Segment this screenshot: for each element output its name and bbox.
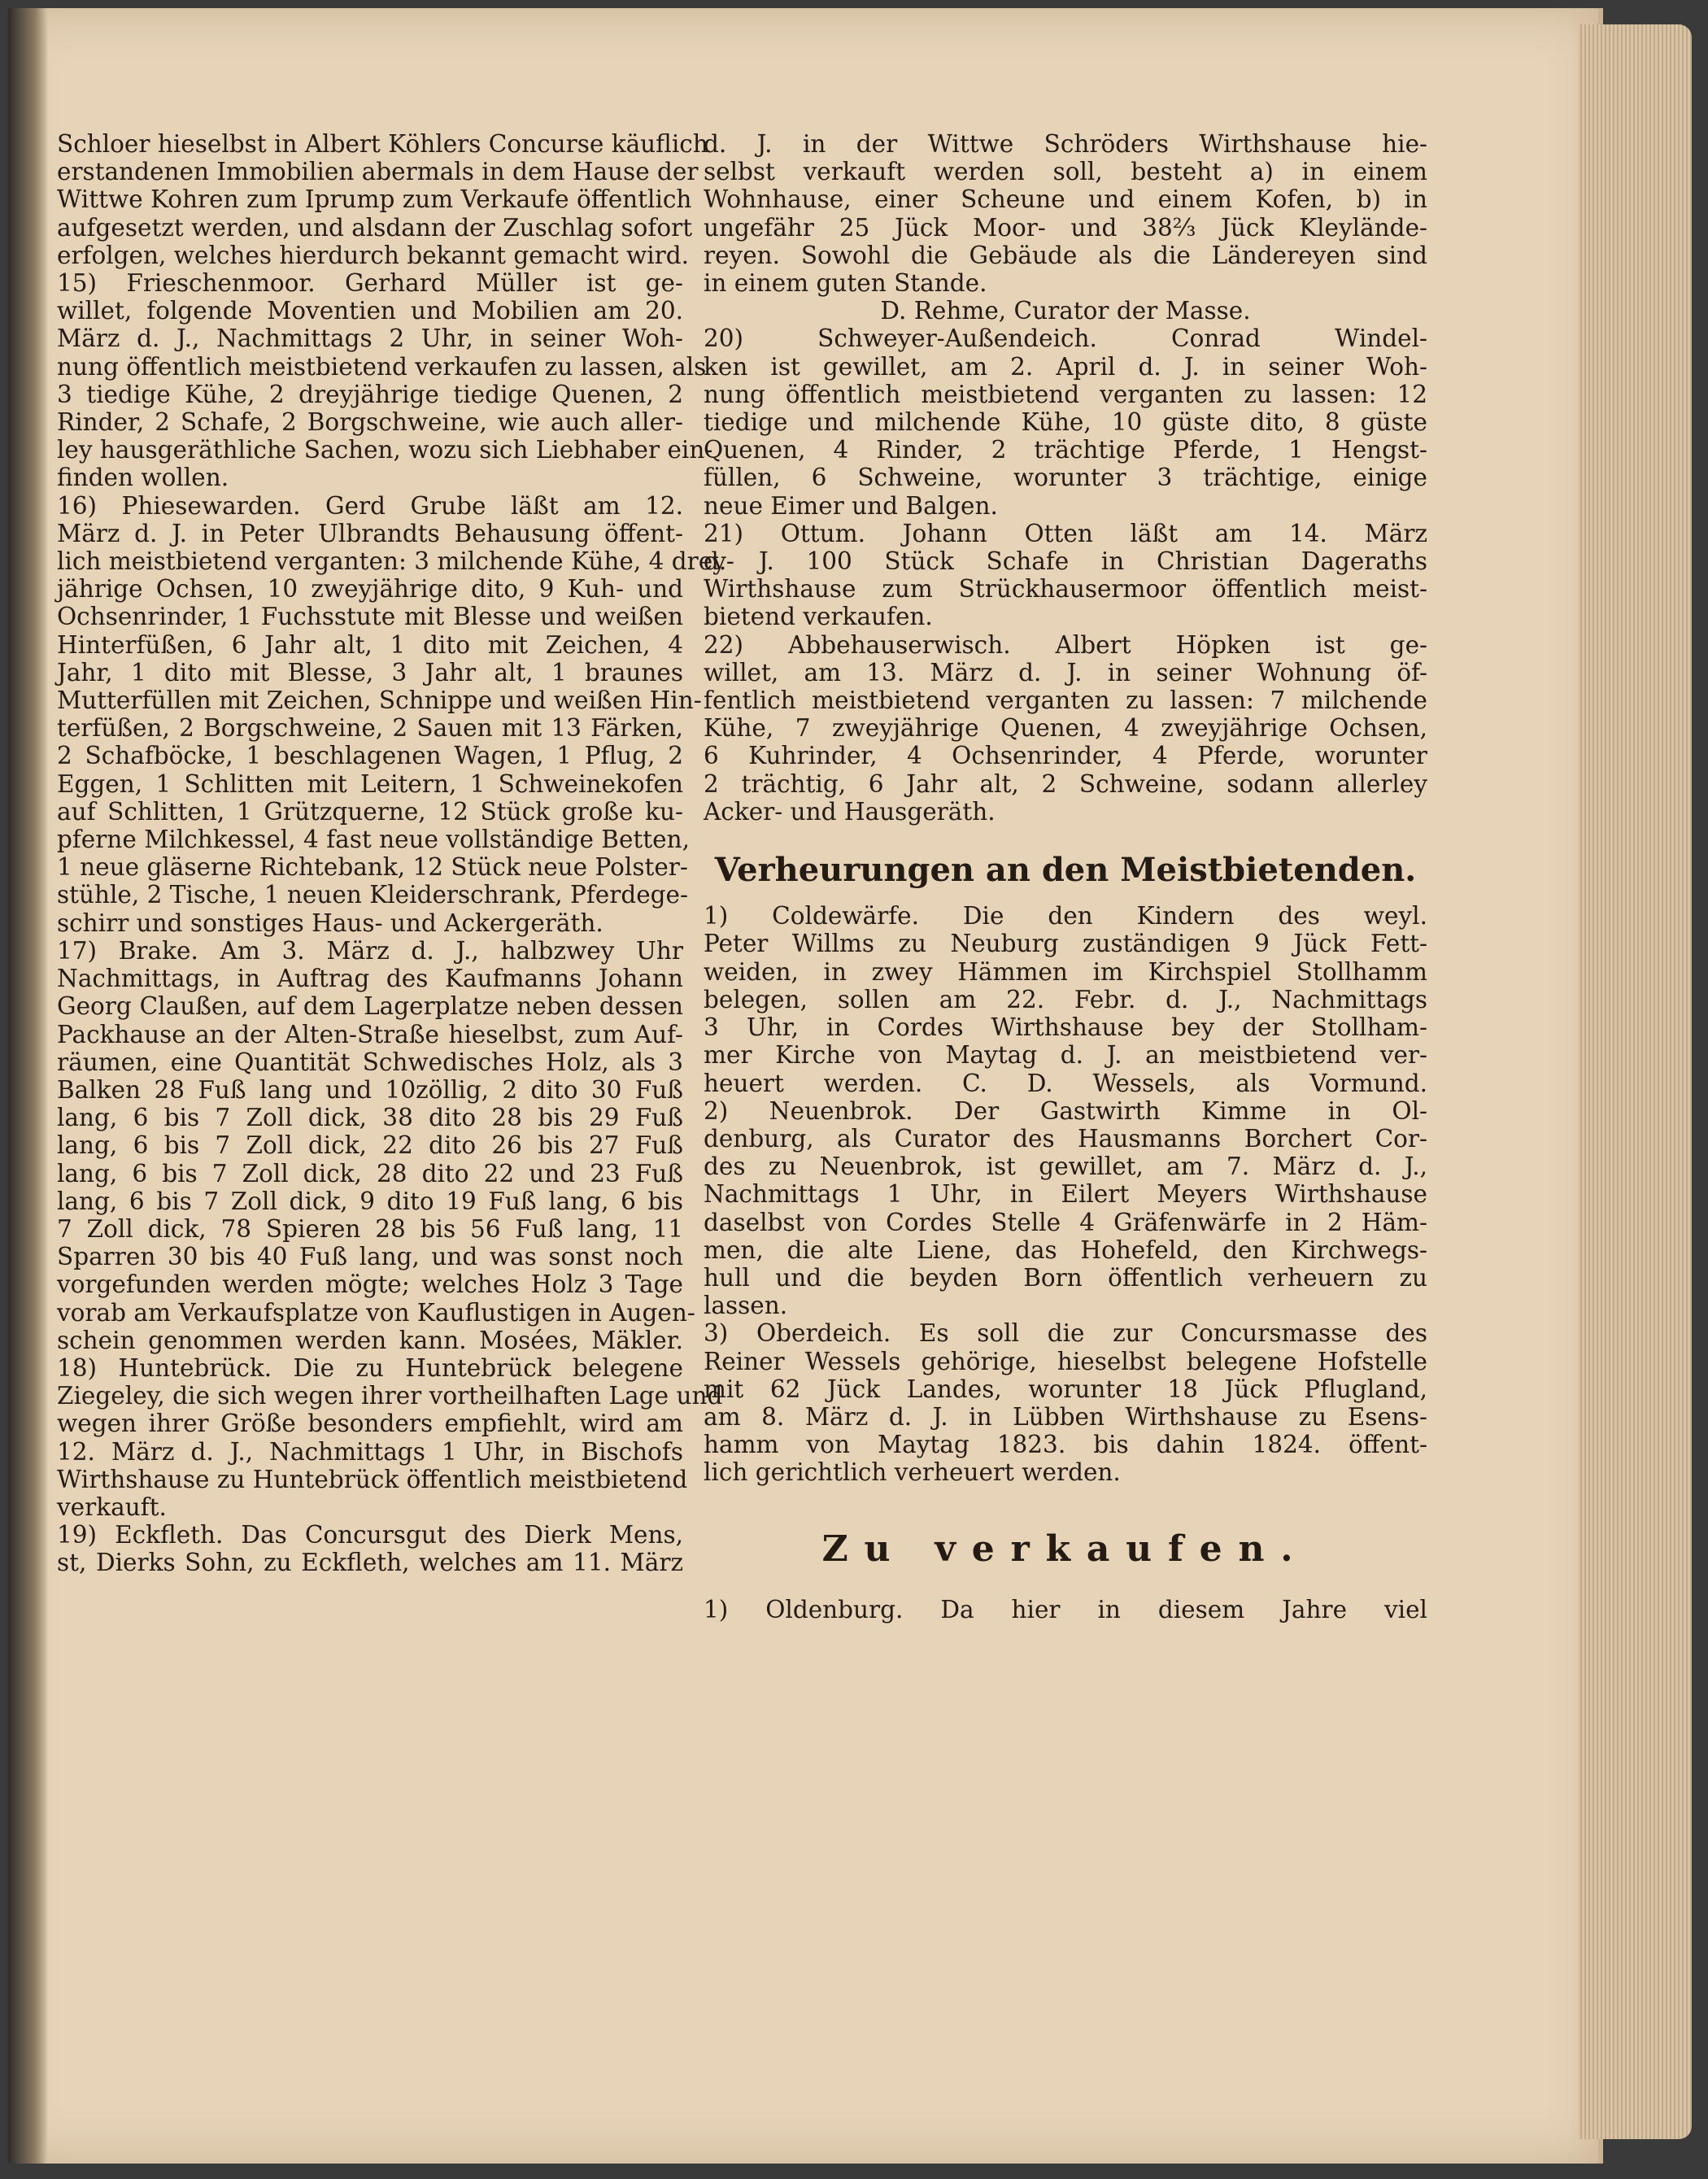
text-line: 15) Frieschenmoor. Gerhard Müller ist ge- [57,269,683,298]
text-line: Georg Claußen, auf dem Lagerplatze neben dessen [57,992,683,1021]
text-line: neue Eimer und Balgen. [704,491,998,520]
text-line: Jahr, 1 dito mit Blesse, 3 Jahr alt, 1 braunes [57,658,683,686]
text-line: hull und die beyden Born öffentlich verheuern zu [704,1263,1427,1292]
text-line: ken ist gewillet, am 2. April d. J. in seiner Woh- [704,352,1427,381]
text-line: wegen ihrer Größe besonders empfiehlt, wird am [57,1410,683,1438]
text-line: lang, 6 bis 7 Zoll dick, 9 dito 19 Fuß lang, 6 bis [57,1187,683,1215]
text-line: verkauft. [57,1493,167,1521]
text-line: vorgefunden werden mögte; welches Holz 3 Tage [57,1270,683,1299]
text-line: Kühe, 7 zweyjährige Quenen, 4 zweyjährige Ochsen, [704,714,1427,743]
text-line: 3) Oberdeich. Es soll die zur Concursmasse des [704,1319,1427,1348]
text-line: Nachmittags, in Auftrag des Kaufmanns Johann [57,965,683,993]
text-line: Acker- und Hausgeräth. [704,797,996,826]
text-line: men, die alte Liene, das Hohefeld, den Kirchwegs- [704,1235,1427,1264]
text-line: Eggen, 1 Schlitten mit Leitern, 1 Schweinekofen [57,769,683,798]
right-column [704,130,1427,1623]
text-line: 1) Oldenburg. Da hier in diesem Jahre viel [704,1595,1427,1623]
text-line: finden wollen. [57,464,229,492]
text-line: bietend verkaufen. [704,603,933,631]
text-line: lang, 6 bis 7 Zoll dick, 28 dito 22 und 23 Fuß [57,1159,683,1188]
text-line: lassen. [704,1292,788,1320]
text-line: 2 trächtig, 6 Jahr alt, 2 Schweine, sodann allerley [704,769,1427,798]
text-line: mer Kirche von Maytag d. J. an meistbietend ver- [704,1041,1427,1070]
text-line: denburg, als Curator des Hausmanns Borchert Cor- [704,1124,1427,1153]
text-line: Ochsenrinder, 1 Fuchsstute mit Blesse und weißen [57,603,683,631]
text-line: stühle, 2 Tische, 1 neuen Kleiderschrank, Pferdege- [57,881,688,909]
text-line: d. J. in der Wittwe Schröders Wirthshause hie- [704,130,1427,158]
text-line: Ziegeley, die sich wegen ihrer vortheilhaften Lage und [57,1382,723,1410]
text-line: 3 Uhr, in Cordes Wirthshause bey der Stollham- [704,1013,1427,1042]
text-line: 18) Huntebrück. Die zu Huntebrück belegene [57,1353,683,1382]
text-line: willet, am 13. März d. J. in seiner Wohnung öf- [704,658,1427,686]
text-line: nung öffentlich meistbietend verganten zu lassen: 12 [704,380,1427,408]
section-heading-zu-verkaufen: Zu verkaufen. [821,1527,1309,1570]
text-line: ley hausgeräthliche Sachen, wozu sich Liebhaber ein- [57,436,713,464]
text-line: erstandenen Immobilien abermals in dem Hause der [57,158,699,186]
text-line: füllen, 6 Schweine, worunter 3 trächtige, einige [704,464,1427,492]
text-line: st, Dierks Sohn, zu Eckfleth, welches am 11. März [57,1549,683,1577]
text-line: 6 Kuhrinder, 4 Ochsenrinder, 4 Pferde, worunter [704,742,1427,770]
text-line: tiedige und milchende Kühe, 10 güste dito, 8 güste [704,408,1427,437]
left-column [57,130,734,1577]
text-line: heuert werden. C. D. Wessels, als Vormund. [704,1069,1427,1097]
book-page [8,8,1603,2164]
section-heading-verheurungen: Verheurungen an den Meistbietenden. [714,851,1417,890]
text-line: Wirthshause zu Huntebrück öffentlich meistbietend [57,1465,688,1493]
text-line: März d. J. in Peter Ulbrandts Behausung öffent- [57,519,683,547]
text-line: Mutterfüllen mit Zeichen, Schnippe und weißen Hin- [57,686,702,715]
text-line: pferne Milchkessel, 4 fast neue vollständige Betten, [57,826,690,854]
text-line: Sparren 30 bis 40 Fuß lang, und was sonst noch [57,1243,683,1271]
text-line: fentlich meistbietend verganten zu lassen: 7 milchende [704,686,1427,715]
text-line: schirr und sonstiges Haus- und Ackergeräth. [57,909,603,937]
text-line: Wittwe Kohren zum Iprump zum Verkaufe öffentlich [57,185,692,214]
page-edges [1578,24,1692,2139]
text-line: selbst verkauft werden soll, besteht a) in einem [704,158,1427,186]
text-line: weiden, in zwey Hämmen im Kirchspiel Stollhamm [704,957,1427,986]
text-line: vorab am Verkaufsplatze von Kauflustigen in Augen- [57,1298,695,1327]
text-line: am 8. März d. J. in Lübben Wirthshause zu Esens- [704,1402,1427,1431]
text-line: in einem guten Stande. [704,269,987,298]
text-line: lich gerichtlich verheuert werden. [704,1458,1121,1487]
text-line: 16) Phiesewarden. Gerd Grube läßt am 12. [57,491,683,520]
text-line: Quenen, 4 Rinder, 2 trächtige Pferde, 1 Hengst- [704,436,1427,464]
text-line: terfüßen, 2 Borgschweine, 2 Sauen mit 13 Färken, [57,714,683,743]
text-line: 17) Brake. Am 3. März d. J., halbzwey Uhr [57,936,683,965]
text-line: 22) Abbehauserwisch. Albert Höpken ist ge- [704,630,1427,659]
text-line: des zu Neuenbrok, ist gewillet, am 7. März d. J., [704,1153,1427,1181]
text-line: auf Schlitten, 1 Grützquerne, 12 Stück große ku- [57,797,683,826]
text-line: reyen. Sowohl die Gebäude als die Ländereyen sind [704,241,1427,269]
text-line: Wirthshause zum Strückhausermoor öffentlich meist- [704,575,1427,604]
text-line: Nachmittags 1 Uhr, in Eilert Meyers Wirthshause [704,1180,1427,1209]
text-line: belegen, sollen am 22. Febr. d. J., Nachmittags [704,985,1427,1013]
text-line: nung öffentlich meistbietend verkaufen zu lassen, als [57,352,707,381]
text-line: lang, 6 bis 7 Zoll dick, 38 dito 28 bis 29 Fuß [57,1104,683,1132]
text-line: Hinterfüßen, 6 Jahr alt, 1 dito mit Zeichen, 4 [57,630,683,659]
text-line: 19) Eckfleth. Das Concursgut des Dierk Mens, [57,1521,683,1549]
text-line: 2) Neuenbrok. Der Gastwirth Kimme in Ol- [704,1096,1427,1125]
text-line: Wohnhause, einer Scheune und einem Kofen, b) in [704,185,1427,214]
text-line: 1) Coldewärfe. Die den Kindern des weyl. [704,902,1427,930]
text-line: jährige Ochsen, 10 zweyjährige dito, 9 Kuh- und [57,575,683,604]
text-line: 20) Schweyer-Außendeich. Conrad Windel- [704,325,1427,353]
text-line: 7 Zoll dick, 78 Spieren 28 bis 56 Fuß lang, 11 [57,1214,683,1243]
text-line: lang, 6 bis 7 Zoll dick, 22 dito 26 bis 27 Fuß [57,1131,683,1160]
text-line: Balken 28 Fuß lang und 10zöllig, 2 dito 30 Fuß [57,1075,683,1104]
signature-line: D. Rehme, Curator der Masse. [880,297,1251,325]
text-line: hamm von Maytag 1823. bis dahin 1824. öffent- [704,1431,1427,1459]
text-line: schein genommen werden kann. Mosées, Mäkler. [57,1326,683,1354]
text-line: aufgesetzt werden, und alsdann der Zuschlag sofort [57,213,693,242]
text-line: willet, folgende Moventien und Mobilien am 20. [57,297,683,325]
text-line: 3 tiedige Kühe, 2 dreyjährige tiedige Quenen, 2 [57,380,683,408]
text-line: Rinder, 2 Schafe, 2 Borgschweine, wie auch aller- [57,408,683,437]
text-line: Reiner Wessels gehörige, hieselbst belegene Hofstelle [704,1347,1427,1375]
text-line: 21) Ottum. Johann Otten läßt am 14. März [704,519,1427,547]
text-line: Peter Willms zu Neuburg zuständigen 9 Jück Fett- [704,930,1427,958]
text-line: ungefähr 25 Jück Moor- und 38⅔ Jück Kleylände- [704,213,1427,242]
text-line: Packhause an der Alten-Straße hieselbst, zum Auf- [57,1020,683,1048]
text-line: Schloer hieselbst in Albert Köhlers Concurse käuflich [57,130,708,158]
page-gutter [8,8,47,2164]
text-line: d. J. 100 Stück Schafe in Christian Dageraths [704,547,1427,576]
text-line: 2 Schafböcke, 1 beschlagenen Wagen, 1 Pflug, 2 [57,742,683,770]
text-line: erfolgen, welches hierdurch bekannt gemacht wird. [57,241,690,269]
text-line: 12. März d. J., Nachmittags 1 Uhr, in Bischofs [57,1437,683,1466]
text-line: daselbst von Cordes Stelle 4 Gräfenwärfe in 2 Häm- [704,1208,1427,1236]
text-line: mit 62 Jück Landes, worunter 18 Jück Pflugland, [704,1375,1427,1403]
text-line: März d. J., Nachmittags 2 Uhr, in seiner Woh- [57,325,683,353]
text-line: 1 neue gläserne Richtebank, 12 Stück neue Polster- [57,853,688,882]
text-line: lich meistbietend verganten: 3 milchende Kühe, 4 drey- [57,547,734,576]
text-line: räumen, eine Quantität Schwedisches Holz, als 3 [57,1048,683,1076]
